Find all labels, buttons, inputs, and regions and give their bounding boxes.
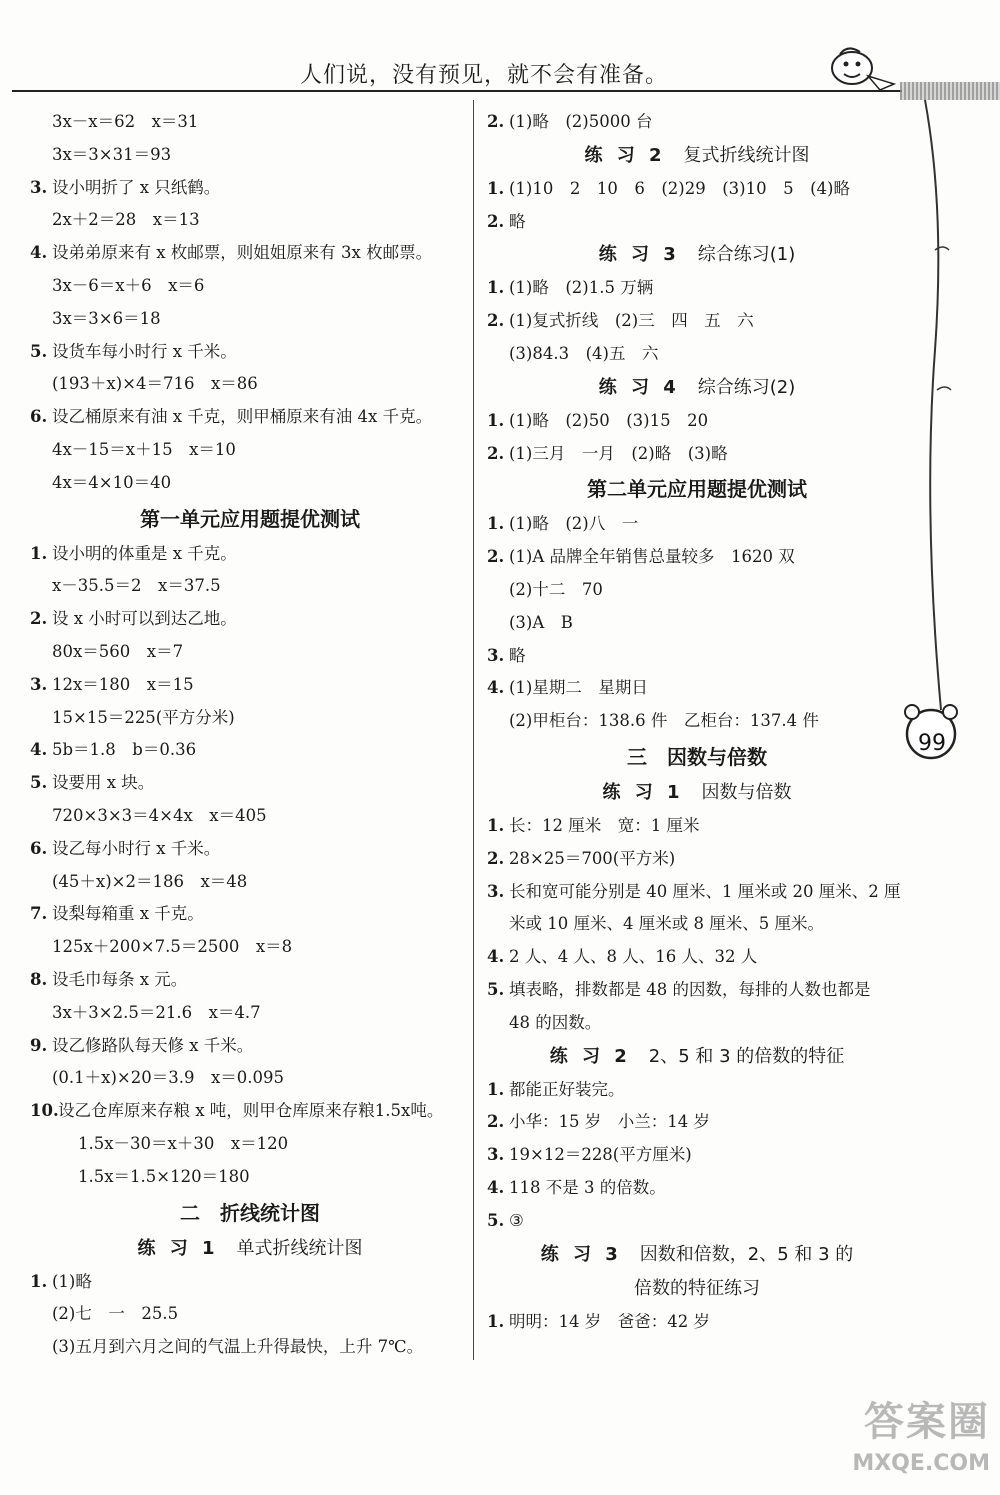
exercise-label: 练 习 1: [602, 781, 684, 803]
answer-line: [30, 204, 470, 237]
answer-line: [30, 237, 470, 270]
answer-line: [487, 607, 907, 640]
answer-text: 略: [509, 211, 526, 231]
answer-text: 80x＝560 x＝7: [52, 641, 184, 661]
answer-line: [487, 941, 907, 974]
answer-line: [30, 1062, 470, 1095]
question-number: 1.: [487, 514, 505, 534]
exercise-label: 练 习 3: [540, 1243, 622, 1265]
answer-text: (45＋x)×2＝186 x＝48: [52, 871, 248, 891]
answer-line: [30, 702, 470, 735]
answer-line: [30, 368, 470, 401]
header-rule: [12, 90, 902, 92]
question-number: 1.: [487, 278, 505, 298]
answer-line: [487, 672, 907, 705]
answer-text: (193＋x)×4＝716 x＝86: [52, 374, 258, 394]
question-number: 2.: [487, 547, 505, 567]
answer-text: 设要用 x 块。: [52, 773, 155, 793]
question-number: 1.: [487, 1311, 505, 1331]
vine-decoration-icon: [905, 90, 965, 730]
question-number: 3.: [487, 645, 505, 665]
answer-text: 125x＋200×7.5＝2500 x＝8: [52, 937, 293, 957]
answer-line: [30, 538, 470, 571]
question-number: 6.: [30, 838, 48, 858]
answer-text: 4x－15＝x＋15 x＝10: [52, 439, 236, 459]
answer-line: [30, 172, 470, 205]
answer-text: (1)复式折线 (2)三 四 五 六: [509, 311, 754, 331]
answer-line: [487, 1306, 907, 1339]
question-number: 5.: [30, 341, 48, 361]
answer-text: (3)五月到六月之间的气温上升得最快，上升 7℃。: [52, 1337, 424, 1357]
answer-text: 长：12 厘米 宽：1 厘米: [509, 815, 700, 835]
question-number: 2.: [487, 211, 505, 231]
question-number: 3.: [487, 881, 505, 901]
question-number: 2.: [487, 848, 505, 868]
answer-line: [30, 669, 470, 702]
answer-line: [487, 173, 907, 206]
answer-text: 设小明的体重是 x 千克。: [52, 543, 237, 563]
answer-text: 小华：15 岁 小兰：14 岁: [509, 1112, 710, 1132]
answer-text: ③: [509, 1210, 524, 1230]
column-divider: [473, 100, 474, 1360]
answer-line: [30, 434, 470, 467]
answer-text: 2x＋2＝28 x＝13: [52, 210, 200, 230]
answer-text: 1.5x＝1.5×120＝180: [78, 1166, 250, 1186]
answer-line: [487, 1074, 907, 1107]
answer-text: 都能正好装完。: [509, 1079, 625, 1099]
question-number: 1.: [30, 543, 48, 563]
answer-line: [30, 1161, 470, 1194]
answer-text: 设货车每小时行 x 千米。: [52, 341, 237, 361]
answer-line: [30, 467, 470, 500]
question-number: 3.: [30, 177, 48, 197]
answer-line: [487, 1139, 907, 1172]
answer-line: [487, 1106, 907, 1139]
answer-text: 长和宽可能分别是 40 厘米、1 厘米或 20 厘米、2 厘: [509, 881, 901, 901]
answer-line: [487, 574, 907, 607]
question-number: 6.: [30, 407, 48, 427]
answer-text: (3)84.3 (4)五 六: [509, 343, 659, 363]
answer-line: [487, 908, 907, 941]
answer-text: 设乙每小时行 x 千米。: [52, 838, 221, 858]
exercise-topic: 因数与倍数: [701, 781, 792, 803]
answer-text: (2)十二 70: [509, 579, 603, 599]
answer-text: 设毛巾每条 x 元。: [52, 969, 188, 989]
question-number: 5.: [487, 979, 505, 999]
answer-text: 3x＝3×6＝18: [52, 308, 161, 328]
page-header: [0, 0, 1000, 100]
question-number: 2.: [487, 443, 505, 463]
answer-line: [30, 1266, 470, 1299]
exercise-label: 练 习 2: [584, 144, 666, 166]
question-number: 1.: [487, 815, 505, 835]
exercise-title: [487, 776, 907, 810]
exercise-title: [487, 139, 907, 173]
answer-text: 48 的因数。: [509, 1012, 602, 1032]
answer-text: (1)略 (2)八 一: [509, 514, 639, 534]
page-number: 99: [918, 731, 946, 756]
answer-line: [30, 1030, 470, 1063]
answer-text: 设乙桶原来有油 x 千克，则甲桶原来有油 4x 千克。: [52, 407, 433, 427]
answer-line: [30, 1095, 470, 1128]
exercise-title: [30, 1232, 470, 1266]
right-column: [487, 106, 907, 1338]
answer-text: 填表略，排数都是 48 的因数，每排的人数也都是: [509, 979, 871, 999]
answer-text: x－35.5＝2 x＝37.5: [52, 576, 221, 596]
exercise-label: 练 习 1: [137, 1237, 219, 1259]
answer-text: 设乙仓库原来存粮 x 吨，则甲仓库原来存粮1.5x吨。: [58, 1101, 444, 1121]
answer-text: 设弟弟原来有 x 枚邮票，则姐姐原来有 3x 枚邮票。: [52, 243, 433, 263]
question-number: 2.: [487, 1112, 505, 1132]
exercise-label: 练 习 2: [549, 1045, 631, 1067]
answer-text: (1)略 (2)5000 台: [509, 112, 653, 131]
answer-line: [30, 603, 470, 636]
question-number: 3.: [487, 1145, 505, 1165]
answer-text: 5b＝1.8 b＝0.36: [52, 740, 197, 760]
answer-line: [30, 997, 470, 1030]
question-number: 1.: [487, 1079, 505, 1099]
answer-text: 15×15＝225(平方分米): [52, 707, 235, 727]
answer-line: [487, 305, 907, 338]
answer-line: [30, 898, 470, 931]
answer-text: 3x－6＝x＋6 x＝6: [52, 275, 205, 295]
answer-line: [487, 810, 907, 843]
question-number: 5.: [30, 773, 48, 793]
answer-text: (1)三月 一月 (2)略 (3)略: [509, 443, 728, 463]
answer-line: [487, 640, 907, 673]
answer-text: 设乙修路队每天修 x 千米。: [52, 1035, 254, 1055]
answer-line: [30, 336, 470, 369]
exercise-label: 练 习 3: [598, 244, 680, 266]
question-number: 2.: [30, 609, 48, 629]
answer-text: (0.1＋x)×20＝3.9 x＝0.095: [52, 1068, 285, 1088]
answer-text: 4x＝4×10＝40: [52, 472, 172, 492]
answer-line: [30, 106, 470, 139]
answer-line: [487, 206, 907, 239]
answer-line: [30, 139, 470, 172]
answer-line: [30, 866, 470, 899]
question-number: 4.: [30, 740, 48, 760]
answer-text: (1)10 2 10 6 (2)29 (3)10 5 (4)略: [509, 178, 850, 198]
answer-text: 118 不是 3 的倍数。: [509, 1177, 666, 1197]
answer-line: [30, 931, 470, 964]
answer-line: [30, 303, 470, 336]
answer-line: [487, 338, 907, 371]
answer-text: 设 x 小时可以到达乙地。: [52, 609, 237, 629]
question-number: 4.: [487, 678, 505, 698]
watermark-url: MXQE.COM: [852, 1451, 990, 1476]
question-number: 9.: [30, 1035, 48, 1055]
answer-line: [487, 876, 907, 909]
exercise-title: [487, 371, 907, 405]
exercise-label: 练 习 4: [598, 376, 680, 398]
answer-text: (2)七 一 25.5: [52, 1304, 179, 1324]
unit-title: 二 折线统计图: [180, 1200, 320, 1225]
answer-text: (2)甲柜台：138.6 件 乙柜台：137.4 件: [509, 711, 819, 731]
question-number: 1.: [487, 178, 505, 198]
question-number: 2.: [487, 112, 505, 131]
answer-text: 明明：14 岁 爸爸：42 岁: [509, 1311, 710, 1331]
answer-line: [487, 272, 907, 305]
answer-line: [30, 767, 470, 800]
answer-text: 19×12＝228(平方厘米): [509, 1145, 692, 1165]
question-number: 4.: [487, 947, 505, 967]
answer-line: [30, 270, 470, 303]
answer-line: [30, 964, 470, 997]
answer-line: [30, 1298, 470, 1331]
answer-text: (1)略 (2)50 (3)15 20: [509, 410, 709, 430]
answer-line: [30, 1128, 470, 1161]
answer-line: [487, 508, 907, 541]
answer-text: 3x＝3×31＝93: [52, 144, 172, 164]
header-motto: 人们说，没有预见，就不会有准备。: [300, 63, 669, 88]
exercise-topic: 2、5 和 3 的倍数的特征: [648, 1045, 845, 1067]
answer-line: [30, 734, 470, 767]
question-number: 5.: [487, 1210, 505, 1230]
unit-title: 第一单元应用题提优测试: [140, 506, 360, 531]
question-number: 10.: [30, 1101, 59, 1121]
watermark-logo: 答案圈: [864, 1399, 990, 1445]
answer-text: 略: [509, 645, 526, 665]
answer-line: [487, 974, 907, 1007]
answer-line: [487, 405, 907, 438]
answer-line: [30, 833, 470, 866]
exercise-title-continued: 倍数的特征练习: [634, 1277, 760, 1299]
answer-text: (1)略 (2)1.5 万辆: [509, 278, 654, 298]
answer-text: (1)略: [52, 1271, 92, 1291]
question-number: 2.: [487, 311, 505, 331]
unit-title: 三 因数与倍数: [627, 744, 767, 769]
answer-text: 28×25＝700(平方米): [509, 848, 676, 868]
answer-line: [487, 705, 907, 738]
answer-text: 设梨每箱重 x 千克。: [52, 904, 204, 924]
answer-text: 3x＋3×2.5＝21.6 x＝4.7: [52, 1002, 261, 1022]
answer-line: [30, 1331, 470, 1364]
question-number: 4.: [487, 1177, 505, 1197]
answer-text: 2 人、4 人、8 人、16 人、32 人: [509, 947, 758, 967]
question-number: 4.: [30, 243, 48, 263]
answer-line: [487, 438, 907, 471]
exercise-topic: 综合练习(2): [697, 376, 796, 398]
answer-text: 米或 10 厘米、4 厘米或 8 厘米、5 厘米。: [509, 914, 824, 934]
question-number: 8.: [30, 969, 48, 989]
answer-line: [487, 1007, 907, 1040]
answer-line: [487, 843, 907, 876]
exercise-topic: 复式折线统计图: [683, 144, 810, 166]
exercise-topic: 综合练习(1): [697, 244, 796, 266]
answer-text: 设小明折了 x 只纸鹤。: [52, 177, 221, 197]
answer-text: (1)A 品牌全年销售总量较多 1620 双: [509, 547, 795, 567]
answer-text: (1)星期二 星期日: [509, 678, 648, 698]
answer-line: [30, 570, 470, 603]
answer-text: 3x－x＝62 x＝31: [52, 112, 199, 131]
unit-title: 第二单元应用题提优测试: [587, 477, 807, 502]
exercise-topic: 单式折线统计图: [236, 1237, 363, 1259]
answer-text: (3)A B: [509, 612, 573, 632]
answer-line: [487, 1205, 907, 1238]
exercise-title: [487, 1040, 907, 1074]
answer-text: 12x＝180 x＝15: [52, 674, 194, 694]
question-number: 1.: [487, 410, 505, 430]
exercise-title: [487, 238, 907, 272]
answer-text: 1.5x－30＝x＋30 x＝120: [78, 1133, 289, 1153]
exercise-topic: 因数和倍数，2、5 和 3 的: [639, 1243, 854, 1265]
answer-line: [30, 636, 470, 669]
answer-line: [30, 800, 470, 833]
question-number: 3.: [30, 674, 48, 694]
watermark: [820, 1390, 990, 1490]
answer-line: [487, 541, 907, 574]
answer-line: [487, 1172, 907, 1205]
exercise-title: [487, 1238, 907, 1272]
answer-line: [487, 106, 907, 139]
question-number: 1.: [30, 1271, 48, 1291]
left-column: [30, 106, 470, 1364]
question-number: 7.: [30, 904, 48, 924]
answer-line: [30, 401, 470, 434]
answer-text: 720×3×3＝4×4x x＝405: [52, 805, 267, 825]
